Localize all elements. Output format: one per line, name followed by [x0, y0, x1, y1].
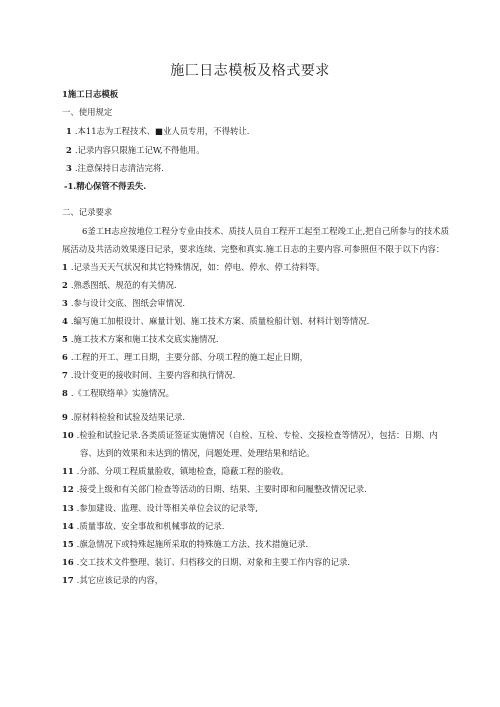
list-item: 15 .旗急情况下或特殊起施所采取的特殊施工方法、技术措施记录. — [62, 539, 309, 549]
list-item: 1 .本11志为工程技术、■业人员专用，不得转让. — [66, 126, 250, 136]
list-item: 17 .其它应该记录的内容， — [62, 575, 164, 585]
list-item: 11 .分部、分项工程质量脸收，镇地检查，隐蔽工程的脸收。 — [62, 466, 289, 476]
section1-heading: 一、使用规定 — [62, 107, 113, 117]
list-item: 13 .参加建设、监理、设计等相关单位会议的记录等, — [62, 503, 258, 513]
list-item: 4 .编写施工加根设计、麻量计划、施工技术方案、质量检船计划、材料计划等情况. — [62, 316, 370, 326]
list-item: 6 .工程的开工、理工日期，主要分部、分项工程的施工起止日期， — [62, 352, 308, 362]
intro-paragraph-line2: 展活动及共活动效果逐日记录，要求连续、完整和真实.施工日志的主要内容.可参照但不限于以下内容： — [62, 244, 445, 254]
list-item: 5 .施工技术方案和施工技术交底实施情况. — [62, 334, 219, 344]
list-item: 7 .设计变更的接收时间、主要内容和执行情况. — [62, 370, 236, 380]
list-item: 14 .质量事故、安全事故和机械事故的记录. — [62, 521, 225, 531]
list-item: 9 .原材料检验和试验及结果记录. — [62, 412, 186, 422]
list-item: 3 .参与设计交底、图纸会审情况. — [62, 298, 186, 308]
list-item-continuation: 容、达到的效果和未达到的情况，问题处理、处理结果和结论。 — [80, 448, 315, 458]
list-item: 10 .检验和试验记录.各类质证签证实施情况（自检、互检、专检、交接检查等情况），包括：日期、内 — [62, 430, 438, 440]
list-item: 3 .注意保持日志清洁完将. — [66, 163, 164, 173]
list-item: -1.精心保管不得丢失. — [64, 181, 147, 191]
list-item: 8 .《工程联络单》实施情况。 — [62, 388, 174, 398]
section2-heading: 二、记录要求 — [62, 207, 113, 217]
list-item: 12 .接受上级和有关部门检查等活动的日期、结果、主要时即和问履整改情况记录. — [62, 484, 367, 494]
subtitle: 1施工日志模板 — [62, 89, 119, 99]
page-title: 施匚日志模板及格式要求 — [170, 63, 330, 79]
intro-paragraph-line1: 6釜工H志应按地位工程分专业由技术、质技人员自工程开工起至工程竣工止,把自己所参与的技术质 — [82, 226, 450, 236]
list-item: 2 .记录内容只限施工记W,不得他用。 — [66, 145, 205, 155]
list-item: 2 .熟悉图纸、规范的有关情况. — [62, 280, 177, 290]
list-item: 16 .交工技术文件整理、装订、归档移交的日期、对象和主要工作内容的记录. — [62, 557, 350, 567]
list-item: 1 .记录当天天气状况和其它特殊情况，如：停电、停水、停工待料等。 — [62, 262, 325, 272]
